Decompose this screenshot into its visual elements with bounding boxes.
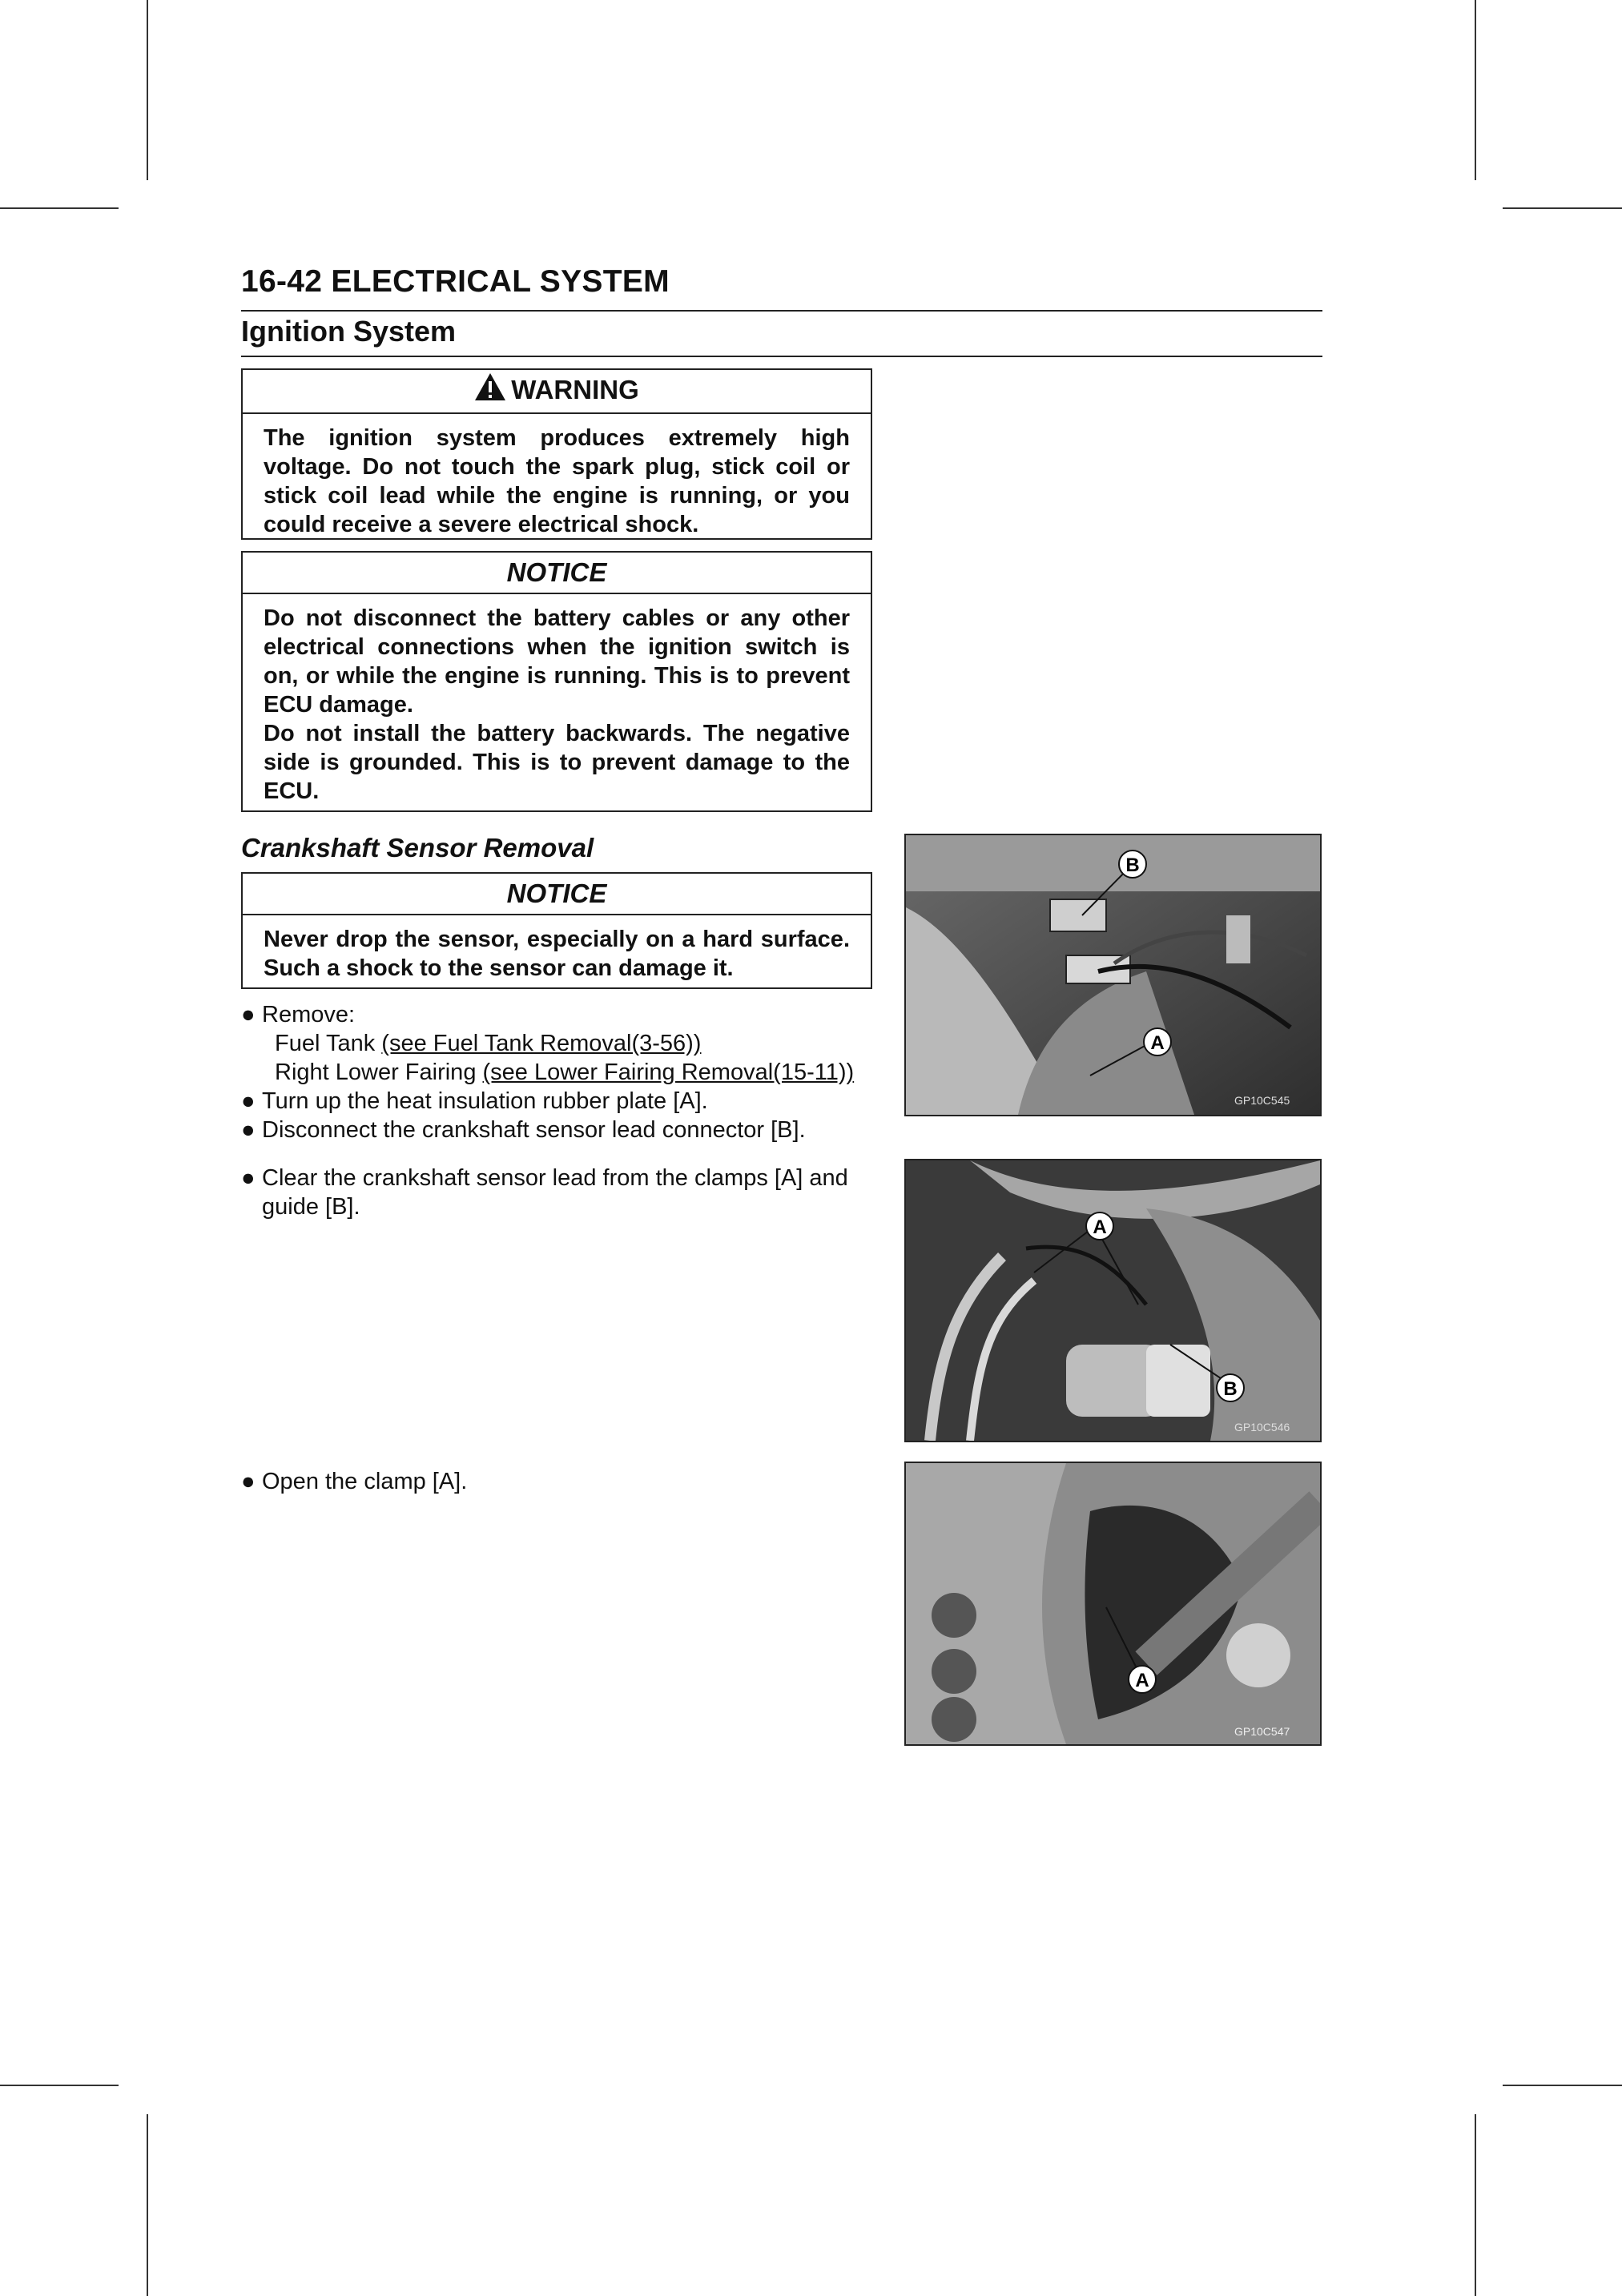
figure-photo <box>904 1462 1322 1746</box>
bullet-dot-icon: ● <box>241 1469 256 1494</box>
sensor-notice-box <box>241 872 872 989</box>
callout-label: A <box>1135 1670 1149 1691</box>
bullet-dot-icon: ● <box>241 1117 256 1143</box>
warning-text: The ignition system produces extremely high voltage. Do not touch the spark plug, stick coil or stick coil lead while the engine is running, or you could receive a severe electrical shock. <box>264 425 850 537</box>
notice-box <box>241 551 872 812</box>
subsection-title: Crankshaft Sensor Removal <box>241 833 594 863</box>
warning-body <box>243 414 871 547</box>
figure-code: GP10C546 <box>1234 1421 1290 1433</box>
warning-triangle-icon <box>474 372 506 412</box>
bullet-dot-icon: ● <box>241 1088 256 1114</box>
section-title: Ignition System <box>241 315 457 348</box>
bullet-dot-icon: ● <box>241 1002 256 1027</box>
step-text: Disconnect the crankshaft sensor lead connector [B]. <box>262 1117 806 1143</box>
callout-label: B <box>1125 854 1140 876</box>
crop-mark <box>1503 2085 1622 2086</box>
notice-title: NOTICE <box>243 874 871 915</box>
crop-mark <box>0 207 119 209</box>
step-clear-lead <box>241 1164 874 1221</box>
callout-a <box>1129 1666 1156 1693</box>
warning-title: WARNING <box>511 375 639 404</box>
step-text: Remove: <box>262 1002 356 1027</box>
warning-title-row <box>243 370 871 414</box>
page-title: 16-42 ELECTRICAL SYSTEM <box>241 264 670 299</box>
crop-mark <box>1475 0 1476 180</box>
callout-b <box>1217 1374 1244 1401</box>
crop-mark <box>147 0 148 180</box>
warning-box <box>241 368 872 540</box>
figure-code: GP10C547 <box>1234 1725 1290 1738</box>
crop-mark <box>1475 2114 1476 2296</box>
step-text: Turn up the heat insulation rubber plate [A]. <box>262 1088 708 1114</box>
notice-paragraph: Do not install the battery backwards. The negative side is grounded. This is to prevent damage to the ECU. <box>264 721 850 804</box>
cross-reference-link[interactable]: (see Lower Fairing Removal(15-11)) <box>482 1060 855 1085</box>
callout-label: B <box>1223 1378 1238 1400</box>
header-rule <box>241 310 1322 312</box>
removal-steps <box>241 1000 882 1144</box>
notice-paragraph: Do not disconnect the battery cables or any other electrical connections when the ignition switch is on, or while the engine is running. This is to prevent ECU damage. <box>264 605 850 718</box>
list-item <box>241 1087 882 1116</box>
crop-mark <box>0 2085 119 2086</box>
item-label: Fuel Tank <box>275 1031 376 1056</box>
figure-photo <box>904 1159 1322 1442</box>
sub-list-item <box>241 1029 882 1058</box>
item-label: Right Lower Fairing <box>275 1060 477 1085</box>
list-item <box>241 1116 882 1144</box>
figure-photo <box>904 834 1322 1116</box>
list-item <box>241 1164 874 1221</box>
section-rule <box>241 356 1322 357</box>
notice-title: NOTICE <box>243 553 871 594</box>
notice-body <box>243 594 871 814</box>
crop-mark <box>1503 207 1622 209</box>
step-open-clamp <box>241 1467 882 1496</box>
notice-text: Never drop the sensor, especially on a hard surface. Such a shock to the sensor can damage it. <box>264 927 850 981</box>
callout-b <box>1119 850 1146 878</box>
crop-mark <box>147 2114 148 2296</box>
callout-label: A <box>1150 1032 1165 1054</box>
callout-a <box>1086 1212 1113 1240</box>
list-item <box>241 1000 882 1029</box>
step-text: Clear the crankshaft sensor lead from the clamps [A] and guide [B]. <box>262 1165 848 1220</box>
step-text: Open the clamp [A]. <box>262 1469 468 1494</box>
notice-body <box>243 915 871 991</box>
callout-a <box>1144 1028 1171 1056</box>
cross-reference-link[interactable]: (see Fuel Tank Removal(3-56)) <box>381 1031 702 1056</box>
list-item <box>241 1467 882 1496</box>
sub-list-item <box>241 1058 882 1087</box>
figure-code: GP10C545 <box>1234 1094 1290 1107</box>
bullet-dot-icon: ● <box>241 1165 256 1191</box>
callout-label: A <box>1093 1216 1107 1238</box>
